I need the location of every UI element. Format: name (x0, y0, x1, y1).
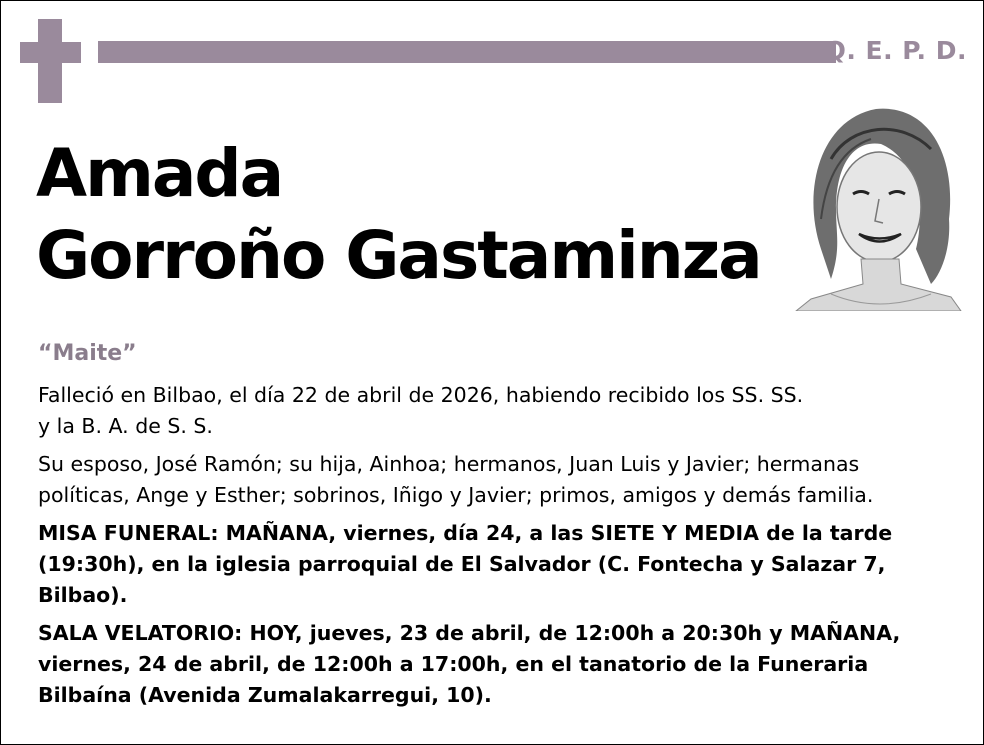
death-line-1: Falleció en Bilbao, el día 22 de abril de 2026, habiendo recibido los SS. SS. (38, 383, 804, 407)
family-line-1: Su esposo, José Ramón; su hija, Ainhoa; hermanos, Juan Luis y Javier; hermanas (38, 452, 860, 476)
deceased-name (36, 133, 761, 297)
misa-line-1: MISA FUNERAL: MAÑANA, viernes, día 24, a las SIETE Y MEDIA de la tarde (38, 521, 893, 545)
obituary-body (38, 380, 968, 718)
misa-line-2: (19:30h), en la iglesia parroquial de El Salvador (C. Fontecha y Salazar 7, (38, 552, 886, 576)
surname: Gorroño Gastaminza (36, 217, 761, 294)
family-line-2: políticas, Ange y Esther; sobrinos, Iñigo y Javier; primos, amigos y demás familia. (38, 483, 874, 507)
cross-icon-arm (20, 42, 81, 63)
funeral-mass-paragraph (38, 518, 968, 611)
header-bar (98, 41, 836, 63)
sala-line-3: Bilbaína (Avenida Zumalakarregui, 10). (38, 683, 492, 707)
first-name: Amada (36, 135, 283, 212)
nickname: “Maite” (38, 341, 137, 366)
misa-line-3: Bilbao). (38, 583, 128, 607)
wake-room-paragraph (38, 618, 968, 711)
sala-line-2: viernes, 24 de abril, de 12:00h a 17:00h, en el tanatorio de la Funeraria (38, 652, 869, 676)
death-line-2: y la B. A. de S. S. (38, 414, 213, 438)
family-paragraph (38, 449, 968, 511)
death-paragraph (38, 380, 968, 442)
qepd-badge: Q. E. P. D. (824, 36, 967, 65)
sala-line-1: SALA VELATORIO: HOY, jueves, 23 de abril, de 12:00h a 20:30h y MAÑANA, (38, 621, 901, 645)
portrait-photo (791, 99, 963, 311)
